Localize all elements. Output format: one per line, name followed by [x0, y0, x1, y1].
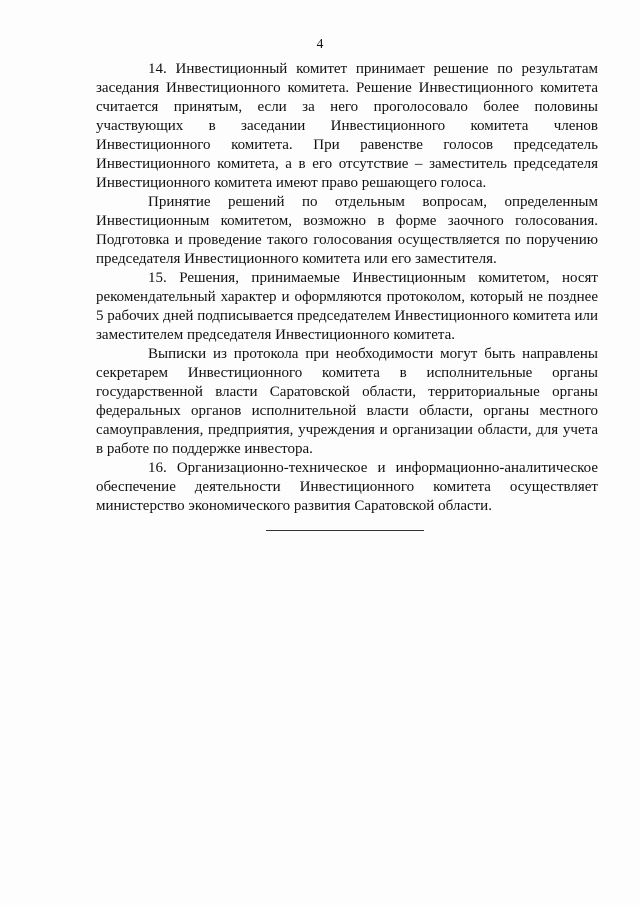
- paragraph-protocol-extracts: Выписки из протокола при необходимости могут быть направлены секретарем Инвестиционного комитета в исполнительные органы государственной власти Саратовской области, территориальные органы федеральных органов исполнительной власти области, органы местного самоуправления, предприятия, учреждения и организации области, для учета в работе по поддержке инвестора.: [96, 346, 598, 457]
- document-body: [96, 60, 598, 516]
- paragraph-15: 15. Решения, принимаемые Инвестиционным комитетом, носят рекомендательный характер и оформляются протоколом, который не позднее 5 рабочих дней подписывается председателем Инвестиционного комитета или заместителем председателя Инвестиционного комитета.: [96, 270, 598, 343]
- paragraph-16: 16. Организационно-техническое и информационно-аналитическое обеспечение деятельности Инвестиционного комитета осуществляет министерство экономического развития Саратовской области.: [96, 460, 598, 514]
- paragraph-absentee-voting: Принятие решений по отдельным вопросам, определенным Инвестиционным комитетом, возможно в форме заочного голосования. Подготовка и проведение такого голосования осуществляется по поручению председателя Инвестиционного комитета или его заместителя.: [96, 194, 598, 267]
- paragraph-14: 14. Инвестиционный комитет принимает решение по результатам заседания Инвестиционного комитета. Решение Инвестиционного комитета считается принятым, если за него проголосовало более половины участвующих в заседании Инвестиционного комитета членов Инвестиционного комитета. При равенстве голосов председатель Инвестиционного комитета, а в его отсутствие – заместитель председателя Инвестиционного комитета имеют право решающего голоса.: [96, 61, 598, 191]
- page-number: 4: [316, 36, 324, 51]
- end-divider-line: [266, 530, 424, 531]
